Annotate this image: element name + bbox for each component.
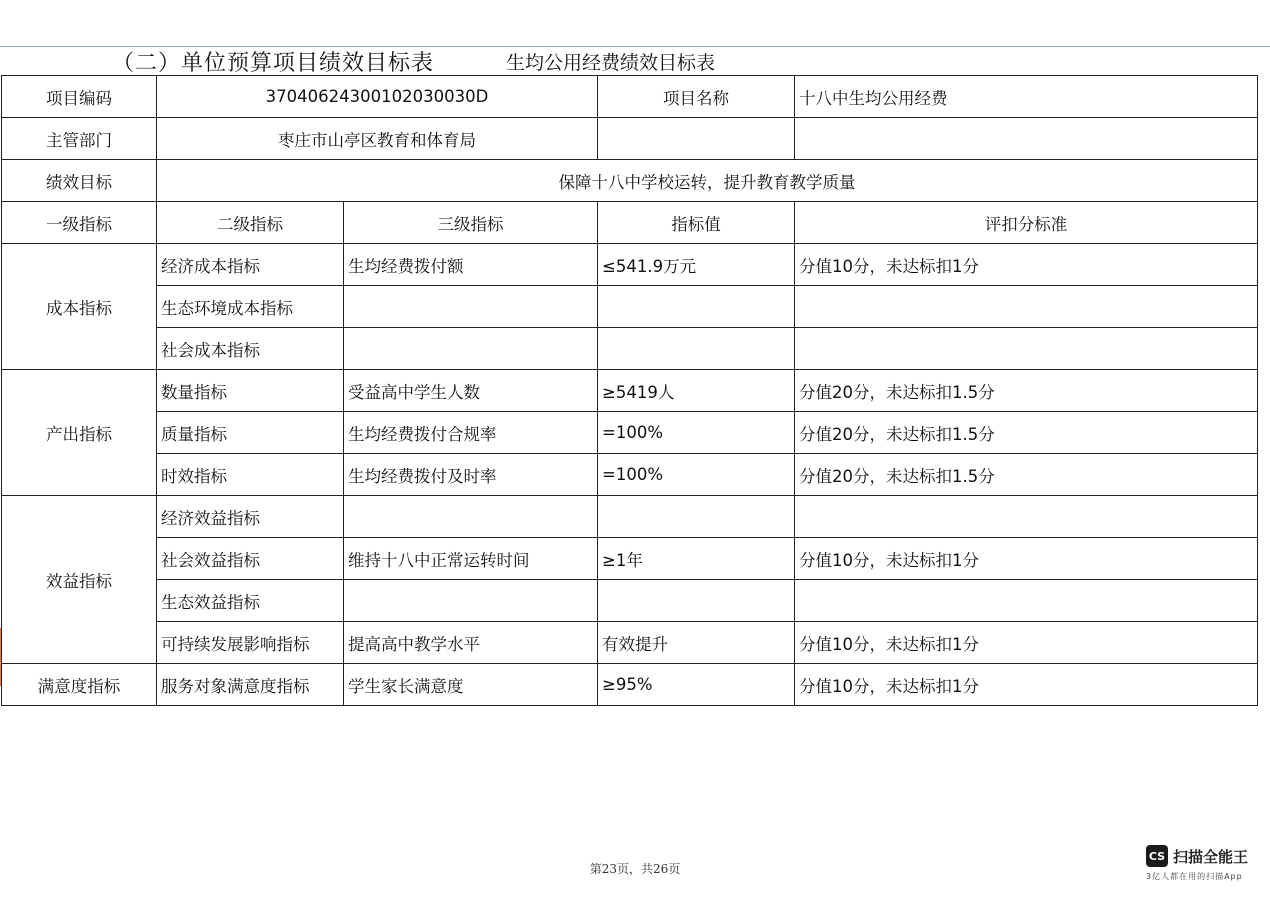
goal-value: 保障十八中学校运转，提升教育教学质量 xyxy=(157,160,1258,202)
level2-cell: 社会成本指标 xyxy=(157,328,344,370)
level2-cell: 可持续发展影响指标 xyxy=(157,622,344,664)
level3-cell xyxy=(344,580,598,622)
value-cell: 有效提升 xyxy=(598,622,795,664)
department-row xyxy=(2,118,1258,160)
standard-cell: 分值20分，未达标扣1.5分 xyxy=(795,454,1258,496)
level3-cell: 学生家长满意度 xyxy=(344,664,598,706)
value-cell: =100% xyxy=(598,412,795,454)
value-cell: ≥1年 xyxy=(598,538,795,580)
header-level1: 一级指标 xyxy=(2,202,157,244)
page-title: （二）单位预算项目绩效目标表 xyxy=(112,50,435,76)
level2-cell: 生态环境成本指标 xyxy=(157,286,344,328)
level3-cell: 生均经费拨付及时率 xyxy=(344,454,598,496)
indicator-row xyxy=(2,496,1258,538)
indicator-row xyxy=(2,538,1258,580)
performance-target-table xyxy=(1,75,1258,706)
level3-cell: 受益高中学生人数 xyxy=(344,370,598,412)
level2-cell: 经济成本指标 xyxy=(157,244,344,286)
level3-cell: 提高高中教学水平 xyxy=(344,622,598,664)
level3-cell: 生均经费拨付额 xyxy=(344,244,598,286)
standard-cell: 分值10分，未达标扣1分 xyxy=(795,664,1258,706)
level1-indicator: 产出指标 xyxy=(2,370,157,496)
indicator-row xyxy=(2,286,1258,328)
indicator-row xyxy=(2,370,1258,412)
level2-cell: 经济效益指标 xyxy=(157,496,344,538)
level1-indicator: 效益指标 xyxy=(2,496,157,664)
page-subtitle: 生均公用经费绩效目标表 xyxy=(506,51,716,74)
indicator-row xyxy=(2,664,1258,706)
standard-cell: 分值10分，未达标扣1分 xyxy=(795,538,1258,580)
header-value: 指标值 xyxy=(598,202,795,244)
level2-cell: 质量指标 xyxy=(157,412,344,454)
level2-cell: 时效指标 xyxy=(157,454,344,496)
empty-cell xyxy=(795,118,1258,160)
indicator-row xyxy=(2,328,1258,370)
level3-cell xyxy=(344,496,598,538)
header-level3: 三级指标 xyxy=(344,202,598,244)
project-code-row xyxy=(2,76,1258,118)
header-level2: 二级指标 xyxy=(157,202,344,244)
camscanner-logo-icon: CS xyxy=(1146,845,1168,867)
brand-name: 扫描全能王 xyxy=(1173,847,1249,866)
level1-indicator: 满意度指标 xyxy=(2,664,157,706)
level1-indicator: 成本指标 xyxy=(2,244,157,370)
header-row xyxy=(2,202,1258,244)
standard-cell: 分值20分，未达标扣1.5分 xyxy=(795,370,1258,412)
standard-cell: 分值10分，未达标扣1分 xyxy=(795,244,1258,286)
value-cell xyxy=(598,496,795,538)
department-value: 枣庄市山亭区教育和体育局 xyxy=(157,118,598,160)
goal-label: 绩效目标 xyxy=(2,160,157,202)
indicator-row xyxy=(2,412,1258,454)
project-code-label: 项目编码 xyxy=(2,76,157,118)
level3-cell xyxy=(344,328,598,370)
value-cell: ≤541.9万元 xyxy=(598,244,795,286)
header-standard: 评扣分标准 xyxy=(795,202,1258,244)
page-number: 第23页，共26页 xyxy=(589,862,681,876)
project-name-value: 十八中生均公用经费 xyxy=(795,76,1258,118)
scanner-watermark xyxy=(1146,845,1256,882)
value-cell: ≥95% xyxy=(598,664,795,706)
indicator-row xyxy=(2,622,1258,664)
standard-cell xyxy=(795,286,1258,328)
level3-cell xyxy=(344,286,598,328)
level3-cell: 维持十八中正常运转时间 xyxy=(344,538,598,580)
standard-cell: 分值10分，未达标扣1分 xyxy=(795,622,1258,664)
page-heading xyxy=(112,48,715,74)
standard-cell: 分值20分，未达标扣1.5分 xyxy=(795,412,1258,454)
value-cell xyxy=(598,286,795,328)
value-cell xyxy=(598,580,795,622)
brand-tagline: 3亿人都在用的扫描App xyxy=(1146,872,1243,881)
goal-row xyxy=(2,160,1258,202)
standard-cell xyxy=(795,328,1258,370)
level2-cell: 社会效益指标 xyxy=(157,538,344,580)
value-cell xyxy=(598,328,795,370)
standard-cell xyxy=(795,580,1258,622)
level2-cell: 生态效益指标 xyxy=(157,580,344,622)
indicator-row xyxy=(2,580,1258,622)
level2-cell: 数量指标 xyxy=(157,370,344,412)
level3-cell: 生均经费拨付合规率 xyxy=(344,412,598,454)
empty-cell xyxy=(598,118,795,160)
project-code-value: 37040624300102030030D xyxy=(157,76,598,118)
project-name-label: 项目名称 xyxy=(598,76,795,118)
indicator-row xyxy=(2,244,1258,286)
level2-cell: 服务对象满意度指标 xyxy=(157,664,344,706)
department-label: 主管部门 xyxy=(2,118,157,160)
value-cell: =100% xyxy=(598,454,795,496)
value-cell: ≥5419人 xyxy=(598,370,795,412)
indicator-row xyxy=(2,454,1258,496)
standard-cell xyxy=(795,496,1258,538)
